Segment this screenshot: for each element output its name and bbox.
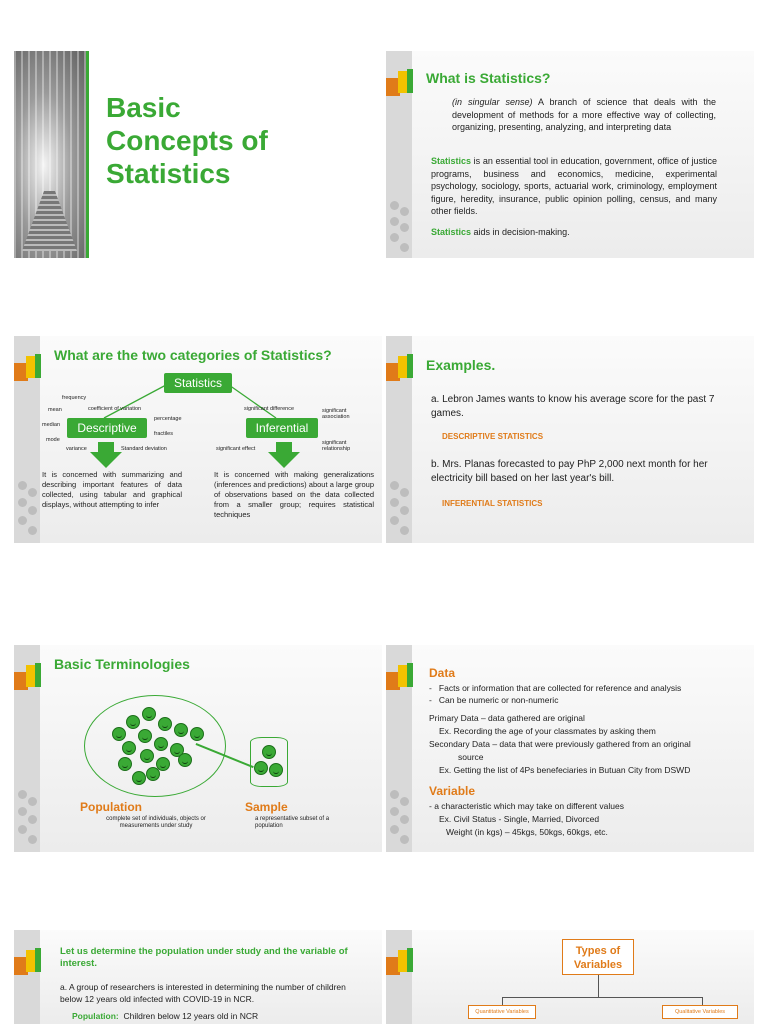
term-median: median [42,422,61,428]
term-percentage: percentage [154,416,182,422]
decor-strip [14,645,40,852]
variable-example-1: Ex. Civil Status - Single, Married, Divorced [439,814,600,824]
tunnel-image [14,51,89,258]
decor-strip [386,930,412,1024]
problem-a: a. A group of researchers is interested in determining the number of children below 12 years old infected with COVID-19 in NCR. [60,982,346,1004]
statistics-uses-text: Statistics is an essential tool in education, government, office of justice programs, business and economics, medicine, experimental psychology, sociology, sports, actuarial work, criminology, employment figure, heredity, insurance, public opinion polling, census, and many other fields. [431,156,717,216]
accent-bar [86,51,89,258]
decor-strip [386,336,412,543]
slide-two-categories [14,336,382,543]
term-sig-assoc: significant association [322,408,350,420]
data-heading: Data [429,666,456,680]
sample-definition: a representative subset of a population [255,816,330,829]
variable-example-2: Weight (in kgs) – 45kgs, 50kgs, 60kgs, etc. [446,827,608,837]
slide-what-is-statistics [386,51,754,258]
primary-example: Ex. Recording the age of your classmates by asking them [439,726,656,736]
secondary-source: source [458,752,484,762]
term-sd: Standard deviation [121,446,167,452]
term-variance: variance [66,446,87,452]
slide-types-of-variables [386,930,754,1024]
population-answer: Population: Children below 12 years old in NCR [72,1011,259,1021]
example-a: a. Lebron James wants to know his average score for the past 7 games. [431,394,715,419]
population-label: Population [80,800,142,814]
definition-text: (in singular sense) A branch of science that deals with the development of methods for a more effective way of collecting, organizing, presenting, analyzing, and interpreting data [452,97,716,132]
term-mean: mean [48,407,62,413]
slide-heading: Basic Terminologies [54,656,190,672]
slide-heading: Let us determine the population under study and the variable of interest. [60,946,348,969]
term-mode: mode [46,437,60,443]
slide-heading: Examples. [426,357,496,373]
slide-data-variable [386,645,754,852]
statistics-node: Statistics [164,373,232,393]
inferential-definition: It is concerned with making generalizations (inferences and predictions) about a large group of observations based on the data collected from a smaller group; requires statistical techniques [214,470,374,519]
decor-strip [14,930,40,1024]
presentation-title: Basic Concepts of Statistics [106,92,268,189]
example-b-answer: INFERENTIAL STATISTICS [442,499,543,508]
slide-heading: What is Statistics? [426,70,551,86]
example-a-answer: DESCRIPTIVE STATISTICS [442,432,544,441]
decor-strip [386,645,412,852]
decor-strip [386,51,412,258]
decision-making-text: Statistics aids in decision-making. [431,227,570,237]
term-sig-effect: significant effect [216,446,256,452]
data-bullet-2: - Can be numeric or non-numeric [429,695,559,705]
variable-heading: Variable [429,784,476,798]
slide-basic-terminologies [14,645,382,852]
inferential-node: Inferential [246,418,318,438]
data-bullet-1: - Facts or information that are collected for reference and analysis [429,683,682,693]
primary-data: Primary Data – data gathered are original [429,713,585,723]
sample-label: Sample [245,800,288,814]
term-frequency: frequency [62,395,87,401]
down-arrow-icon [268,452,300,468]
types-root-box: Types of Variables [562,939,634,975]
slide-heading: What are the two categories of Statistics? [54,347,332,363]
term-cv: coefficient of variation [88,406,142,412]
down-arrow-icon [90,452,122,468]
secondary-example: Ex. Getting the list of 4Ps benefeciaries in Butuan City from DSWD [439,765,691,775]
slide-population-variable [14,930,382,1024]
qualitative-box: Qualitative Variables [662,1005,738,1019]
term-fractiles: fractiles [154,431,173,437]
descriptive-node: Descriptive [67,418,147,438]
population-definition: complete set of individuals, objects or measurements under study [106,816,206,829]
term-sig-diff: significant difference [244,406,295,412]
quantitative-box: Quantitative Variables [468,1005,536,1019]
term-sig-rel: significant relationship [322,440,351,452]
descriptive-definition: It is concerned with summarizing and describing important features of data collected, using tabular and graphical displays, without attempting to infer [42,470,182,509]
variable-definition: - a characteristic which may take on different values [429,801,624,811]
slide-title [14,51,382,258]
example-b: b. Mrs. Planas forecasted to pay PhP 2,000 next month for her electricity bill based on her last year's bill. [431,459,708,484]
slide-examples [386,336,754,543]
secondary-data: Secondary Data – data that were previously gathered from an original [429,739,691,749]
